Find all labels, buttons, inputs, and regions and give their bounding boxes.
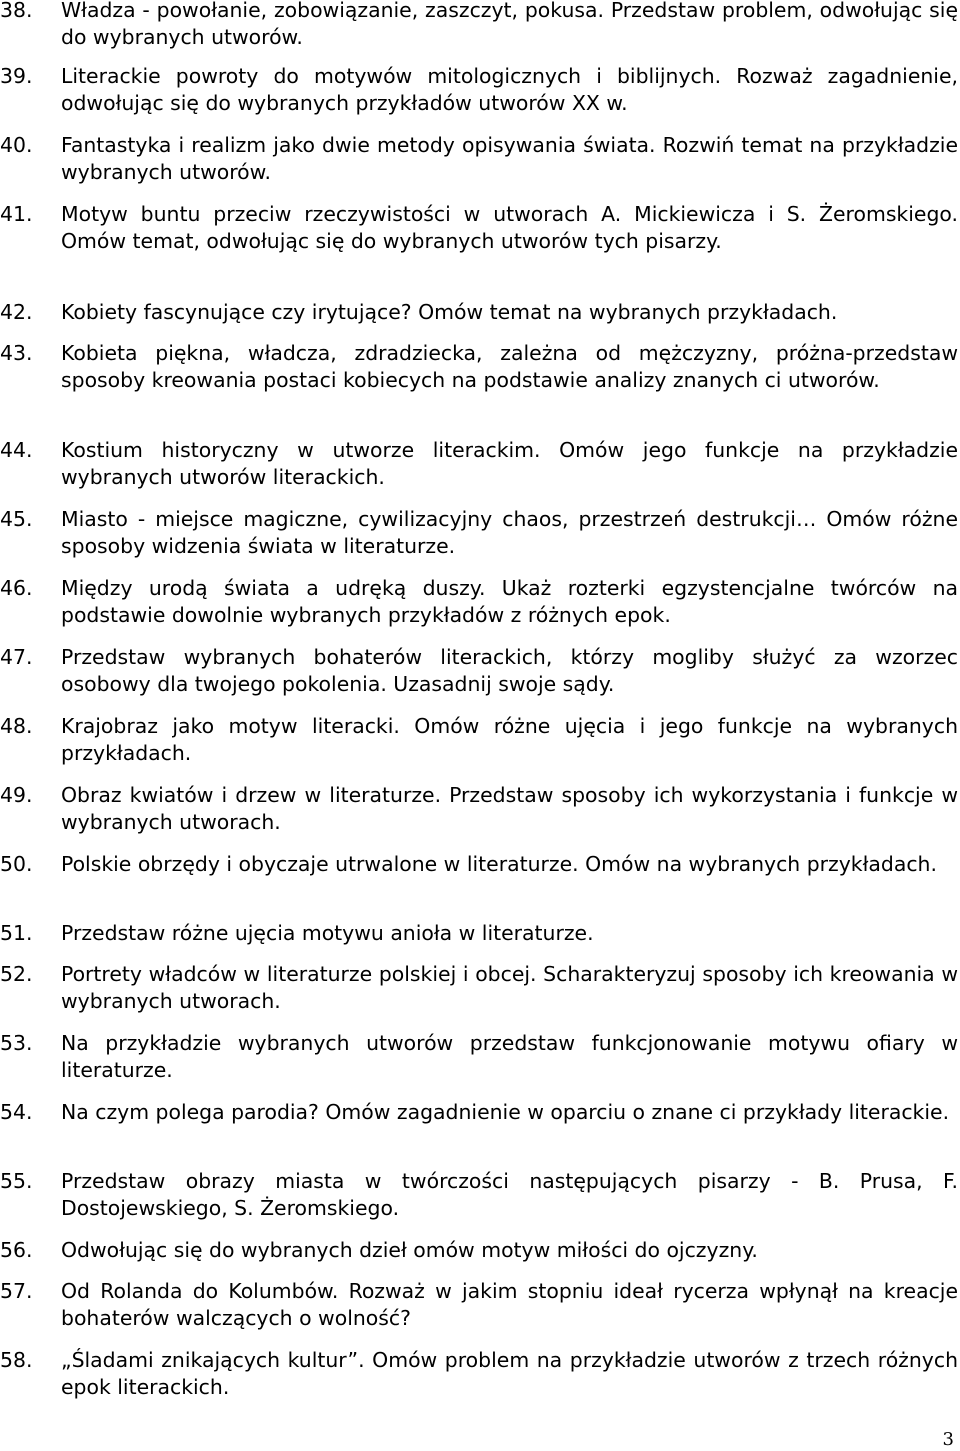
item-number: 44. (0, 438, 33, 462)
list-item (0, 1347, 958, 1401)
item-number: 38. (0, 0, 33, 22)
item-number: 39. (0, 64, 33, 88)
list-item (0, 1237, 958, 1264)
item-number: 58. (0, 1348, 33, 1372)
list-item (0, 575, 958, 629)
item-text: Odwołując się do wybranych dzieł omów motyw miłości do ojczyzny. (61, 1238, 758, 1262)
item-text: Miasto - miejsce magiczne, cywilizacyjny chaos, przestrzeń destrukcji… Omów różne sposoby widzenia świata w literaturze. (61, 507, 958, 558)
list-item (0, 1030, 958, 1084)
item-number: 56. (0, 1238, 33, 1262)
item-text: Fantastyka i realizm jako dwie metody opisywania świata. Rozwiń temat na przykładzie wybranych utworów. (61, 133, 958, 184)
list-item (0, 340, 958, 394)
item-text: Kobieta piękna, władcza, zdradziecka, zależna od mężczyzny, próżna-przedstaw sposoby kreowania postaci kobiecych na podstawie analizy znanych ci utworów. (61, 341, 958, 392)
item-number: 49. (0, 783, 33, 807)
item-text: Kobiety fascynujące czy irytujące? Omów temat na wybranych przykładach. (61, 300, 838, 324)
item-text: Przedstaw obrazy miasta w twórczości następujących pisarzy - B. Prusa, F. Dostojewskiego, S. Żeromskiego. (61, 1169, 958, 1220)
list-item (0, 1099, 958, 1126)
item-text: Polskie obrzędy i obyczaje utrwalone w literaturze. Omów na wybranych przykładach. (61, 852, 937, 876)
list-item (0, 437, 958, 491)
list-item (0, 0, 958, 51)
item-text: Literackie powroty do motywów mitologicznych i biblijnych. Rozważ zagadnienie, odwołując się do wybranych przykładów utworów XX w. (61, 64, 958, 115)
item-text: Przedstaw różne ujęcia motywu anioła w literaturze. (61, 921, 594, 945)
item-number: 53. (0, 1031, 33, 1055)
item-text: Krajobraz jako motyw literacki. Omów różne ujęcia i jego funkcje na wybranych przykładach. (61, 714, 958, 765)
item-number: 42. (0, 300, 33, 324)
item-number: 48. (0, 714, 33, 738)
item-number: 55. (0, 1169, 33, 1193)
page-number: 3 (942, 1429, 954, 1450)
list-item (0, 201, 958, 255)
item-number: 41. (0, 202, 33, 226)
item-number: 52. (0, 962, 33, 986)
item-text: Portrety władców w literaturze polskiej i obcej. Scharakteryzuj sposoby ich kreowania w wybranych utworach. (61, 962, 958, 1013)
list-item (0, 961, 958, 1015)
list-item (0, 782, 958, 836)
list-item (0, 63, 958, 117)
item-text: Kostium historyczny w utworze literackim. Omów jego funkcje na przykładzie wybranych utworów literackich. (61, 438, 958, 489)
item-text: Motyw buntu przeciw rzeczywistości w utworach A. Mickiewicza i S. Żeromskiego. Omów temat, odwołując się do wybranych utworów tych pisarzy. (61, 202, 958, 253)
list-item (0, 644, 958, 698)
item-number: 45. (0, 507, 33, 531)
item-number: 46. (0, 576, 33, 600)
item-number: 54. (0, 1100, 33, 1124)
list-item (0, 132, 958, 186)
item-text: „Śladami znikających kultur”. Omów problem na przykładzie utworów z trzech różnych epok literackich. (61, 1348, 958, 1399)
item-number: 40. (0, 133, 33, 157)
list-item (0, 506, 958, 560)
item-number: 57. (0, 1279, 33, 1303)
list-item (0, 1168, 958, 1222)
item-text: Na przykładzie wybranych utworów przedstaw funkcjonowanie motywu ofiary w literaturze. (61, 1031, 958, 1082)
item-number: 47. (0, 645, 33, 669)
list-item (0, 1278, 958, 1332)
item-text: Obraz kwiatów i drzew w literaturze. Przedstaw sposoby ich wykorzystania i funkcje w wybranych utworach. (61, 783, 958, 834)
list-item (0, 851, 958, 878)
item-text: Władza - powołanie, zobowiązanie, zaszczyt, pokusa. Przedstaw problem, odwołując się do wybranych utworów. (61, 0, 958, 49)
item-text: Przedstaw wybranych bohaterów literackich, którzy mogliby służyć za wzorzec osobowy dla twojego pokolenia. Uzasadnij swoje sądy. (61, 645, 958, 696)
list-item (0, 713, 958, 767)
list-item (0, 920, 958, 947)
list-item (0, 299, 958, 326)
item-number: 50. (0, 852, 33, 876)
item-text: Między urodą świata a udręką duszy. Ukaż rozterki egzystencjalne twórców na podstawie dowolnie wybranych przykładów z różnych epok. (61, 576, 958, 627)
item-text: Na czym polega parodia? Omów zagadnienie w oparciu o znane ci przykłady literackie. (61, 1100, 950, 1124)
item-number: 51. (0, 921, 33, 945)
item-text: Od Rolanda do Kolumbów. Rozważ w jakim stopniu ideał rycerza wpłynął na kreacje bohaterów walczących o wolność? (61, 1279, 958, 1330)
item-number: 43. (0, 341, 33, 365)
